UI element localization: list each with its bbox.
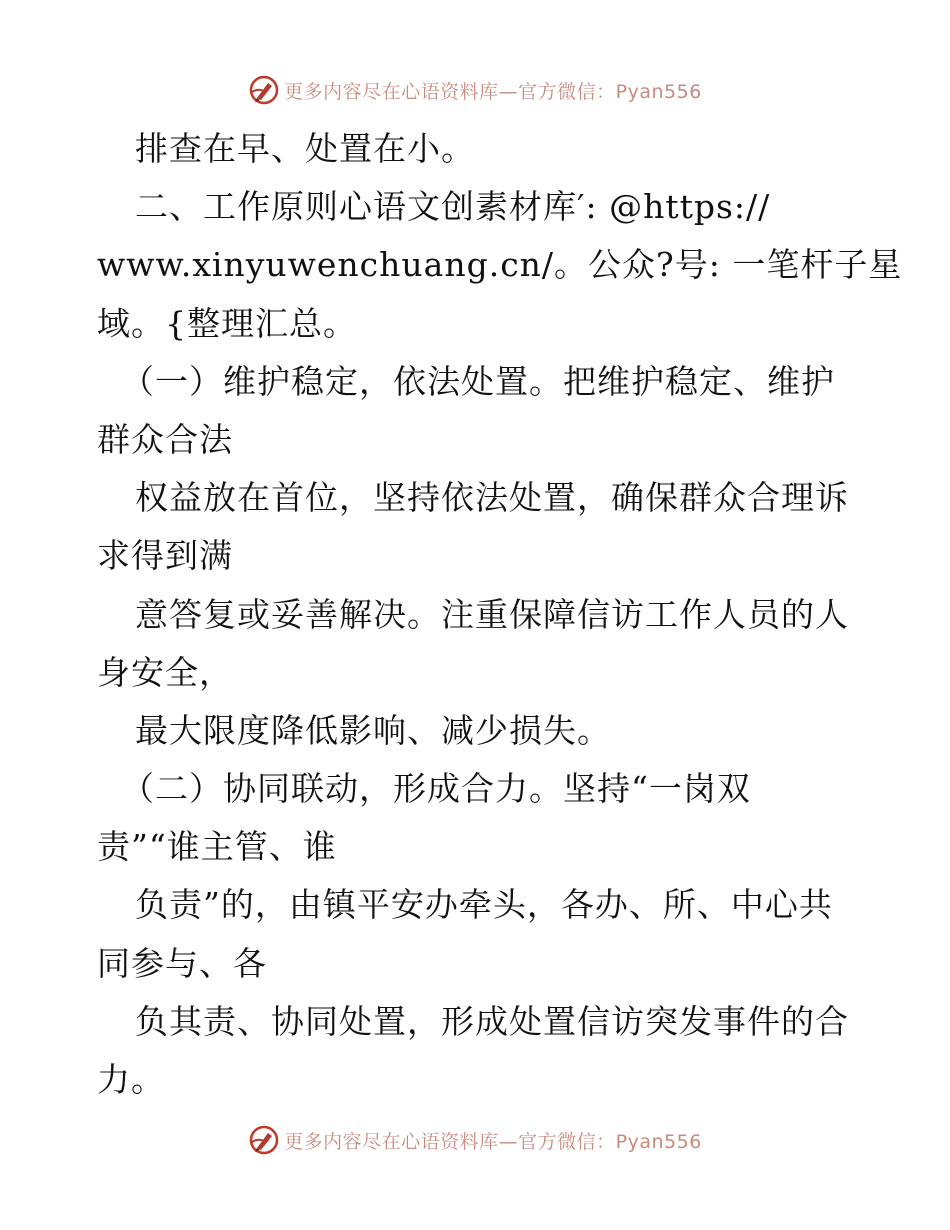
body-line: 权益放在首位，坚持依法处置，确保群众合理诉 (135, 478, 849, 518)
footer-watermark (0, 1120, 950, 1160)
pen-nib-logo-icon (248, 1124, 280, 1156)
document-body (97, 120, 903, 1109)
footer-watermark-text: 更多内容尽在心语资料库—官方微信：Pyan556 (284, 1130, 702, 1153)
subsection-heading: （一）维护稳定，依法处置。把维护稳定、维护 (121, 361, 835, 401)
body-line: 负其责、协同处置，形成处置信访突发事件的合 (135, 1001, 849, 1041)
header-watermark (0, 70, 950, 110)
body-line: 求得到满 (97, 536, 233, 576)
body-line: www.xinyuwenchuang.cn/。公众?号: 一笔杆子星 (97, 245, 903, 285)
body-line: 排查在早、处置在小。 (135, 129, 475, 168)
body-line: 域。{整理汇总。 (97, 303, 357, 343)
section-heading: 二、工作原则心语文创素材库′: @https:// (135, 187, 771, 227)
body-line: 身安全， (97, 652, 233, 692)
header-watermark-text: 更多内容尽在心语资料库—官方微信：Pyan556 (284, 80, 702, 103)
body-line: 负责”的，由镇平安办牵头，各办、所、中心共 (135, 885, 833, 925)
body-line: 责”“谁主管、谁 (97, 827, 337, 867)
body-line: 意答复或妥善解决。注重保障信访工作人员的人 (135, 594, 849, 634)
subsection-heading: （二）协同联动，形成合力。坚持“一岗双 (121, 769, 751, 809)
body-line: 最大限度降低影响、减少损失。 (135, 710, 611, 750)
body-line: 力。 (97, 1060, 165, 1099)
pen-nib-logo-icon (248, 74, 280, 106)
body-line: 群众合法 (97, 419, 233, 459)
body-line: 同参与、各 (97, 943, 267, 983)
